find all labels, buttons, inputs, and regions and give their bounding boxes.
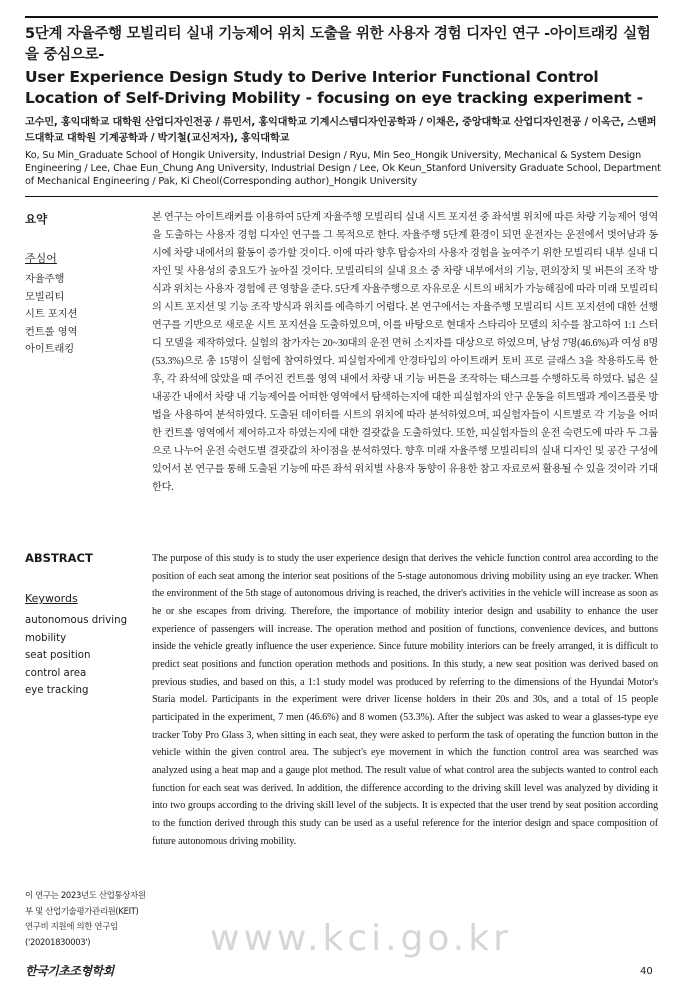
funding-note: 이 연구는 2023년도 산업통상자원부 및 산업기술평가관리원(KEIT) 연구비 지원에 의한 연구임('20201830003') bbox=[25, 890, 146, 947]
keyword-ko: 자율주행 bbox=[25, 274, 65, 285]
authors-english: Ko, Su Min_Graduate School of Hongik University, Industrial Design / Ryu, Min Seo_Hongik University, Mechanical & System Design Engineering / Lee, Chae Eun_Chung Ang University, Industrial Design / Lee, Ok Keun_Stanford University Graduate School, Department of Mechanical Engineering / Pak, Ki Cheol(Corresponding author)_Hongik University bbox=[25, 150, 661, 187]
keyword-en: seat position bbox=[25, 650, 91, 661]
abstract-ko-body: 본 연구는 아이트래커를 이용하여 5단계 자율주행 모빌리티 실내 시트 포지션 중 좌석별 위치에 따른 차량 기능제어 영역을 도출하는 사용자 경험 디자인 연구를 그 목적으로 한다. 자율주행 5단계 환경이 되면 운전자는 운전에서 벗어남과 동시에 차량 내에서의 활동이 증가할 것이다. 이에 따라 향후 탑승자의 사용자 경험을 높여주기 위한 모빌리티 내부 실내 디자인 및 사용성의 중요도가 높아질 것이다. 모빌리티의 실내 요소 중 차량 내부에서의 기능, 편의장치 및 버튼의 조작 방식과 위치는 사용자 경험에 큰 영향을 준다. 5단계 자율주행으로 자유로운 시트의 배치가 가능해짐에 따라 미래 모빌리티의 시트 포지션 및 기능 조작 방식과 위치를 예측하기 어렵다. 본 연구에서는 자율주행 모빌리티 시트 포지션에 대한 선행연구를 기반으로 새로운 시트 포지션을 도출하였으며, 이를 바탕으로 현대자 스타리아 모델의 치수를 참고하여 1:1 스터디 모델을 제작하였다. 실험의 참가자는 20~30대의 운전 면허 소지자를 대상으로 하였으며, 남성 7명(46.6%)과 여성 8명(53.3%)으로 총 15명이 실험에 참여하였다. 피실험자에게 안경타입의 아이트래커 토비 프로 글래스 3을 착용하도록 한 후, 각 좌석에 앉았을 때 주어진 컨트롤 영역 내에서 차량 내 기능 버튼을 조작하는 태스크를 수행하도록 하였다. 넓은 실내공간 내에서 차량 내 기능제어를 어떠한 영역에서 탐색하는지에 대한 피실험자의 안구 운동을 히트맵과 게이즈플롯 방법을 사용하여 분석하였다. 도출된 데이터를 시트의 위치에 따라 분석하였으며, 피실험자들이 시트별로 각 기능을 어떠한 컨트롤 영역에서 제어하고자 하였는지에 대한 결괏값을 도출하였다. 또한, 피실험자들의 운전 숙련도에 따라 두 그룹으로 나누어 운전 숙련도별 결괏값의 차이점을 분석하였다. 향후 미래 자율주행 모빌리티의 실내 디자인 및 공간 구성에 있어서 본 연구를 통해 도출된 기능에 따른 좌석 위치별 사용자 동향이 유용한 참고 자료로써 활용될 수 있을 것이라 기대한다. bbox=[152, 212, 658, 493]
keyword-ko: 시트 포지션 bbox=[25, 309, 78, 320]
authors-korean: 고수민, 홍익대학교 대학원 산업디자인전공 / 류민서, 홍익대학교 기계시스템디자인공학과 / 이채은, 중앙대학교 산업디자인전공 / 이옥근, 스탠퍼드대학교 대학원 기계공학과 / 박기철(교신저자), 홍익대학교 bbox=[25, 117, 657, 144]
top-rule bbox=[25, 16, 658, 18]
society-logo bbox=[25, 962, 114, 980]
abstract-ko-heading: 요약 bbox=[25, 212, 48, 226]
keywords-ko-heading: 주심어 bbox=[25, 252, 57, 265]
title-english: User Experience Design Study to Derive Interior Functional Control Location of Self-Driving Mobility - focusing on eye tracking experiment - bbox=[25, 68, 643, 107]
abstract-en-body: The purpose of this study is to study the user experience design that derives the vehicle function control area according to the position of each seat among the interior seat positions of the 5-stage autonomous driving mobility using an eye tracker. When the environment of the 5th stage of autonomous driving is reached, the driver's activities in the vehicle will increase as soon as he or she escapes from driving. Therefore, the importance of mobility interior design and usability to enhance the user experience of passengers will increase. The operation method and position of functions, convenience devices, and buttons inside the vehicle greatly influence the user experience. Since future mobility interiors can be freely arranged, it is difficult to predict seat positions and function operation methods and positions. In this study, a new seat position was derived based on previous studies, and based on this, a 1:1 study model was produced by referring to the dimensions of the Hyundai Motor's Staria model. Participants in the experiment were driver license holders in their 20s and 30s, and a total of 15 people participated in the experiment, 7 men (46.6%) and 8 women (53.3%). After the subject was asked to wear a glasses-type eye tracker Toby Pro Glass 3, when sitting in each seat, they were asked to perform the task of operating the function button in the vehicle within the given control area. The subject's eye movement in which the function control area was searched was analyzed using a heat map and a gauge plot method. The result value of what control area the subjects wanted to control each function for each seat was derived. In addition, the difference according to the driving skill level was analyzed by dividing it into two groups according to the driving skill level of the subjects. It is expected that the user trend by seat position according to the function derived through this study can be used as a useful reference for the interior design and space composition of future autonomous driving mobility. bbox=[152, 553, 658, 847]
page-number: 40 bbox=[640, 966, 653, 977]
keywords-ko-list bbox=[25, 271, 77, 359]
keyword-en: autonomous driving bbox=[25, 615, 128, 626]
keywords-en-heading: Keywords bbox=[25, 592, 78, 605]
keyword-en: eye tracking bbox=[25, 685, 89, 696]
title-korean: 5단계 자율주행 모빌리티 실내 기능제어 위치 도출을 위한 사용자 경험 디자인 연구 -아이트래킹 실험을 중심으로- bbox=[25, 26, 651, 63]
keywords-en-list bbox=[25, 612, 127, 700]
keyword-en: mobility bbox=[25, 632, 67, 644]
keyword-ko: 모빌리티 bbox=[25, 291, 65, 303]
keyword-ko: 컨트롤 영역 bbox=[25, 326, 78, 338]
keyword-ko: 아이트래킹 bbox=[25, 344, 75, 355]
authors-rule bbox=[25, 196, 658, 197]
watermark: www.kci.go.kr bbox=[210, 918, 512, 959]
society-logo-text: 한국기초조형학회 bbox=[25, 964, 114, 978]
abstract-en-heading: ABSTRACT bbox=[25, 551, 93, 565]
keyword-en: control area bbox=[25, 667, 87, 679]
